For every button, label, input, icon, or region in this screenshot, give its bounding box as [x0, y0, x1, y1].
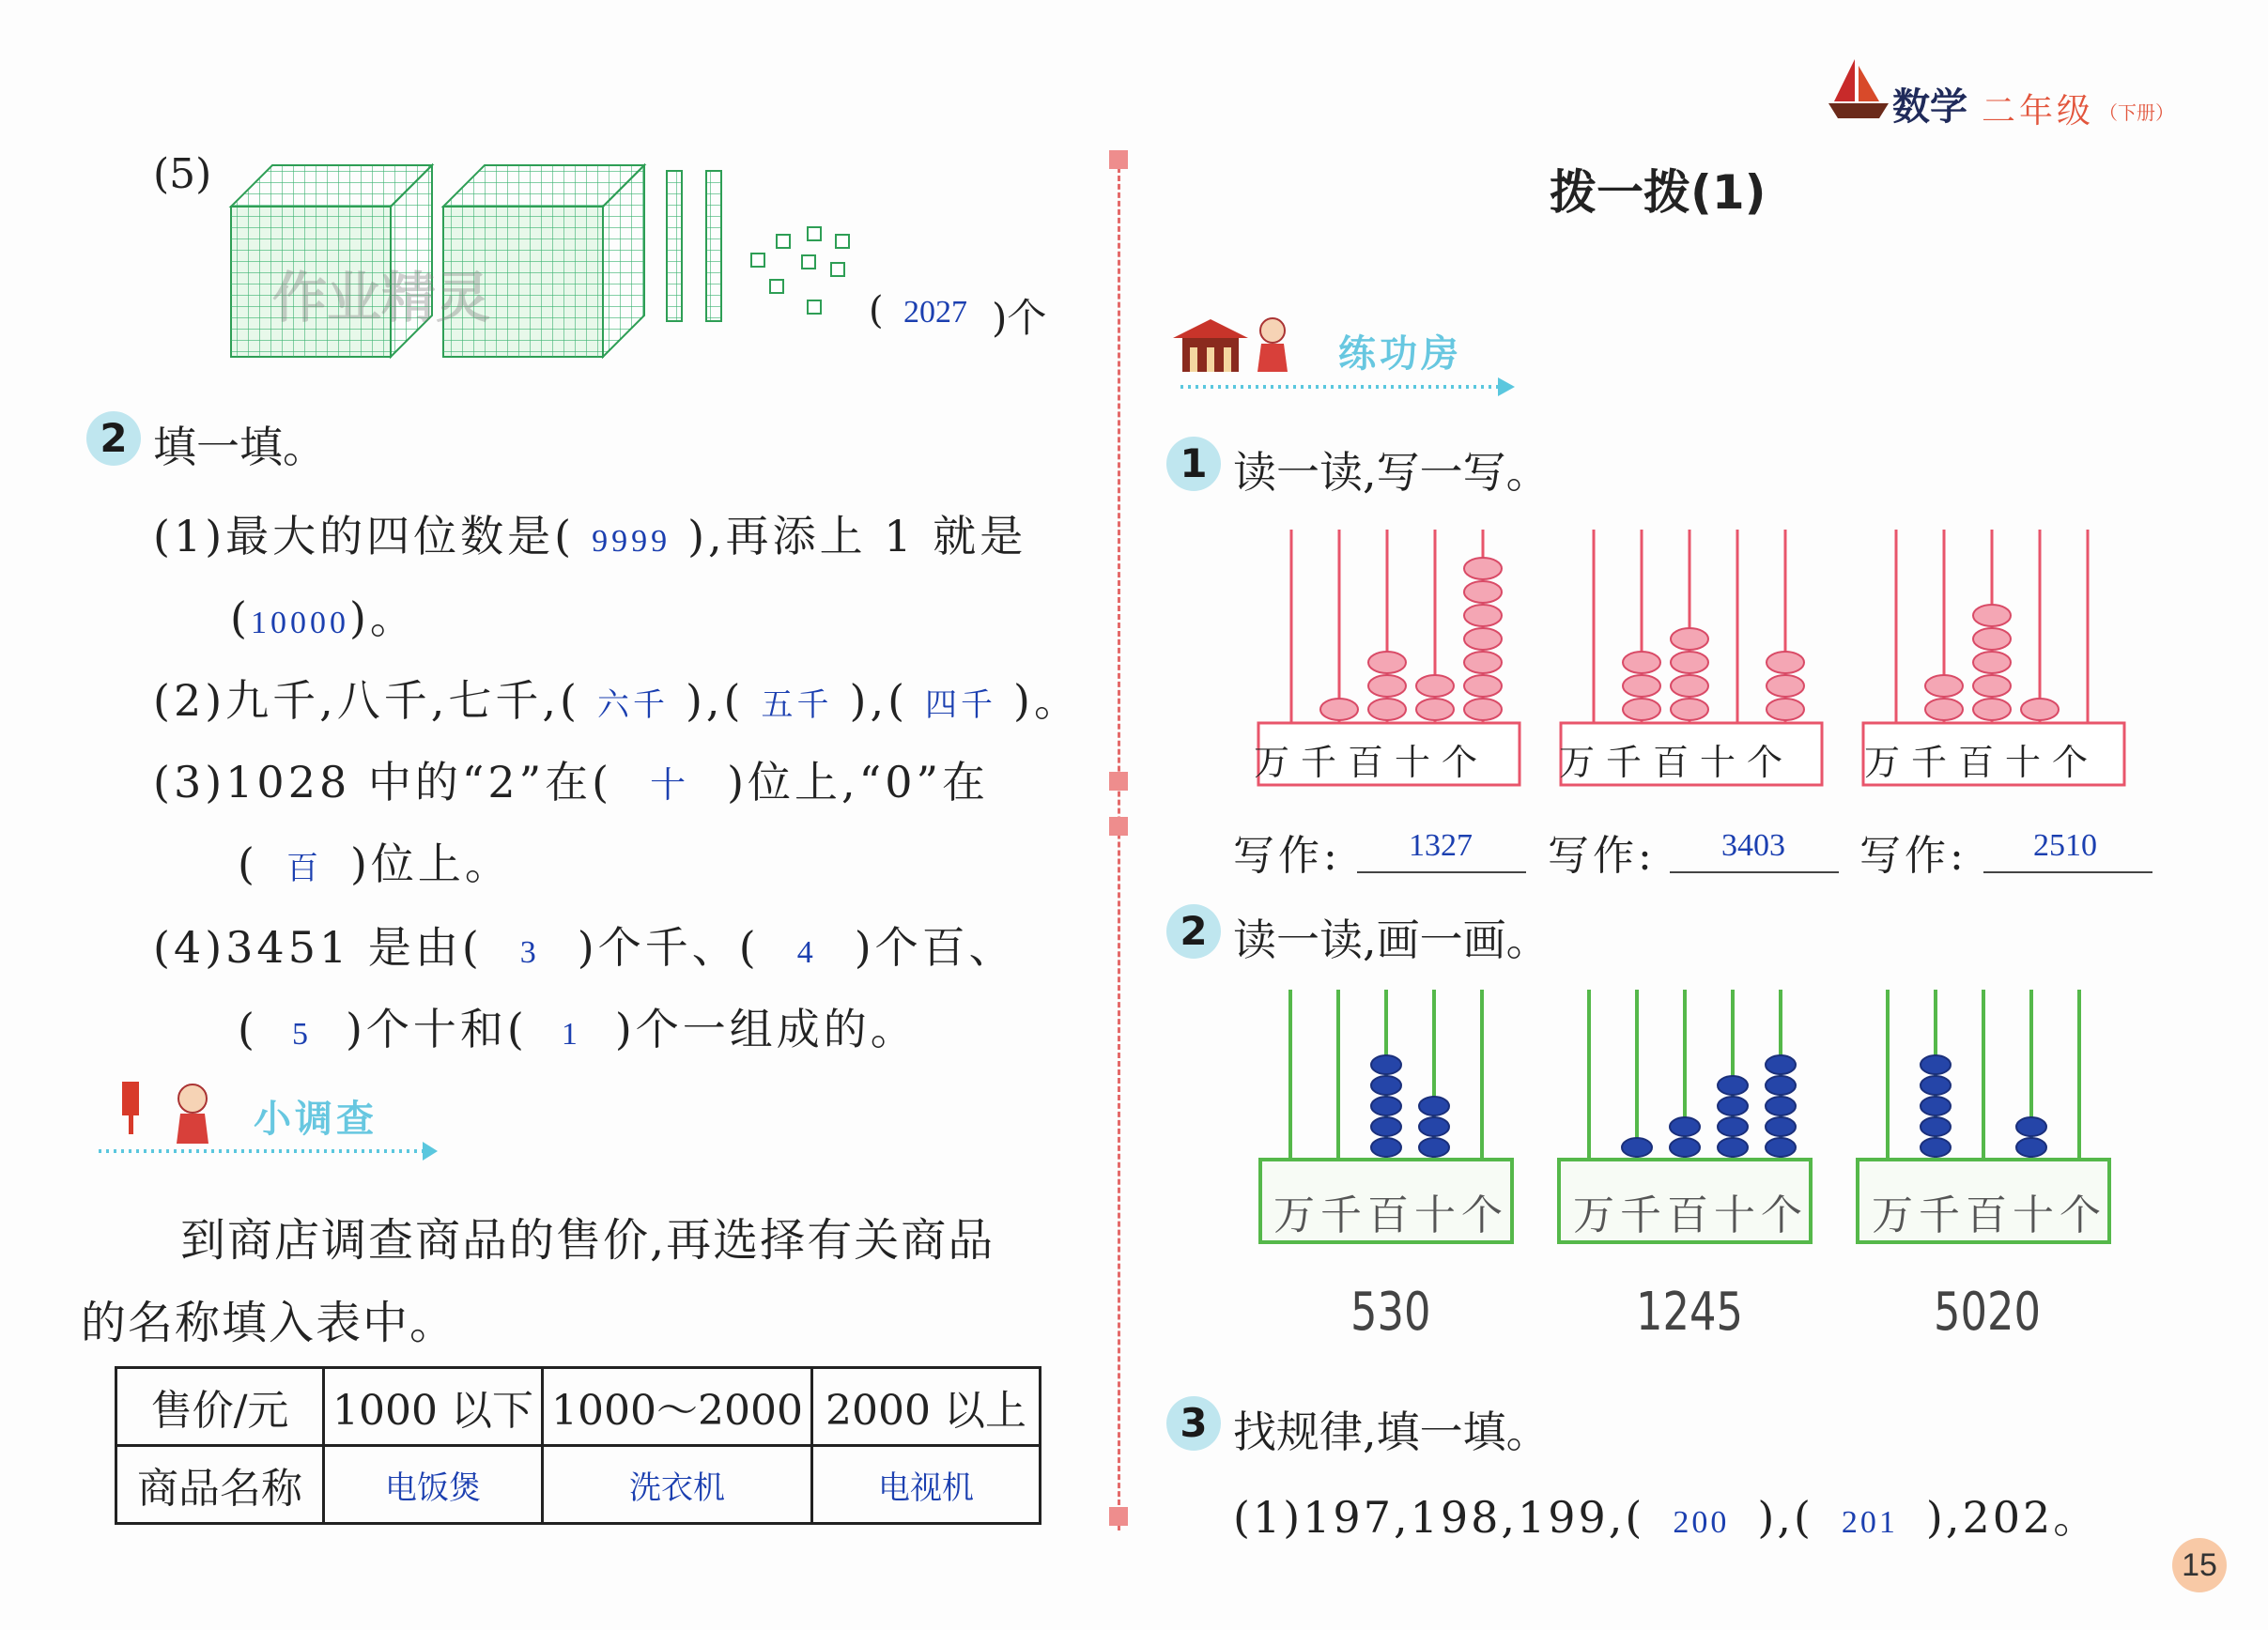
q3-badge: 3	[1166, 1396, 1221, 1451]
write-label-1: 写作:	[1233, 832, 1341, 880]
divider-marker	[1109, 772, 1128, 791]
abacus-bead	[1921, 1117, 1951, 1136]
q5-unit: )个	[992, 295, 1047, 341]
abacus-bead	[1464, 605, 1502, 626]
abacus-bead	[1921, 1076, 1951, 1095]
abacus-bead	[1371, 1076, 1401, 1095]
table-cell: 洗衣机	[543, 1446, 812, 1524]
write-answer-1: 1327	[1409, 828, 1473, 863]
q3-title: 找规律,填一填。	[1233, 1407, 1550, 1457]
answer-9999: 9999	[592, 524, 671, 559]
table-row	[116, 1368, 1041, 1446]
header-grade: 二年级	[1982, 92, 2095, 131]
table-row-label: 商品名称	[116, 1446, 324, 1524]
table-cell: 电视机	[812, 1446, 1041, 1524]
abacus-bead	[1973, 699, 2011, 720]
abacus-bead	[1464, 675, 1502, 697]
abacus-bead	[1973, 628, 2011, 650]
table-header: 1000 以下	[324, 1368, 543, 1446]
abacus-bead	[1921, 1097, 1951, 1115]
abacus-bead	[1623, 699, 1660, 720]
table-header: 售价/元	[116, 1368, 324, 1446]
divider-marker	[1109, 817, 1128, 836]
s2-item2: (2)九千,八千,七千,( 六千 ),( 五千 ),( 四千 )。	[153, 675, 1081, 726]
abacus-number-3: 5020	[1934, 1282, 2042, 1343]
abacus-bead	[1718, 1138, 1748, 1157]
abacus-bead	[1671, 699, 1708, 720]
abacus-bead	[1766, 1138, 1796, 1157]
abacus-bead	[1416, 675, 1454, 697]
abacus-bead	[1921, 1138, 1951, 1157]
header-volume: （下册）	[2099, 101, 2174, 124]
q1-title: 读一读,写一写。	[1233, 447, 1550, 498]
abacus-bead	[1371, 1117, 1401, 1136]
abacus-number-2: 1245	[1636, 1282, 1744, 1343]
abacus-bead	[1973, 675, 2011, 697]
abacus-bead	[1766, 1097, 1796, 1115]
abacus-bead	[1766, 1055, 1796, 1074]
section2-title: 填一填。	[153, 422, 326, 472]
abacus-bead	[1464, 699, 1502, 720]
s2-item3-line2: ( 百 )位上。	[238, 838, 512, 889]
abacus-bead	[1973, 605, 2011, 626]
answer-10000: 10000	[250, 606, 349, 640]
divider-marker	[1109, 150, 1128, 169]
abacus-label-2: 万千百十个	[1559, 742, 1795, 783]
abacus-bead	[1671, 652, 1708, 673]
abacus-bead	[1419, 1138, 1449, 1157]
write-answer-2: 3403	[1721, 828, 1785, 863]
abacus-bead	[1671, 628, 1708, 650]
abacus-bead	[1419, 1117, 1449, 1136]
watermark: 作业精灵	[272, 266, 491, 330]
abacus-bead	[1320, 699, 1358, 720]
survey-title: 小调查	[254, 1098, 378, 1141]
write-answer-3: 2510	[2033, 828, 2097, 863]
abacus-bead	[1371, 1138, 1401, 1157]
table-header: 2000 以上	[812, 1368, 1041, 1446]
abacus-bead	[2016, 1138, 2046, 1157]
abacus-bead	[2021, 699, 2059, 720]
page-divider	[1118, 150, 1120, 1530]
s2-item3-line1: (3)1028 中的“2”在( 十 )位上,“0”在	[153, 757, 989, 807]
q3-line: (1)197,198,199,( 200 ),( 201 ),202。	[1233, 1492, 2100, 1543]
ten-rods	[667, 171, 721, 321]
s2-item4-line1: (4)3451 是由( 3 )个千、( 4 )个百、	[153, 922, 1016, 973]
abacus-label-5: 万千百十个	[1573, 1192, 1808, 1239]
abacus-bead	[1416, 699, 1454, 720]
abacus-bead	[1925, 699, 1963, 720]
header-subject: 数学	[1892, 85, 1967, 129]
abacus-bead	[1371, 1097, 1401, 1115]
abacus-bead	[1464, 628, 1502, 650]
survey-text-line2: 的名称填入表中。	[81, 1297, 457, 1349]
price-table	[115, 1366, 1041, 1525]
section2-badge: 2	[86, 411, 141, 466]
q1-badge: 1	[1166, 437, 1221, 491]
q5-label: (5)	[153, 150, 212, 198]
survey-text-line1: 到商店调查商品的售价,再选择有关商品	[180, 1214, 995, 1267]
page-title: 拨一拨(1)	[1550, 165, 1767, 220]
abacus-label-3: 万千百十个	[1864, 742, 2100, 783]
abacus-bead	[1368, 699, 1406, 720]
abacus-bead	[1622, 1138, 1652, 1157]
s2-item4-line2: ( 5 )个十和( 1 )个一组成的。	[238, 1004, 918, 1054]
abacus-bead	[1671, 675, 1708, 697]
abacus-bead	[1921, 1055, 1951, 1074]
abacus-bead	[1368, 652, 1406, 673]
abacus-bead	[1767, 652, 1804, 673]
abacus-bead	[1419, 1097, 1449, 1115]
q2-title: 读一读,画一画。	[1233, 915, 1550, 965]
abacus-bead	[1371, 1055, 1401, 1074]
s2-item1-line1: (1)最大的四位数是( 9999 ),再添上 1 就是	[153, 511, 1027, 561]
unit-cubes	[751, 227, 849, 314]
s2-item1-line2: (10000)。	[230, 592, 417, 643]
q2-badge: 2	[1166, 904, 1221, 959]
abacus-bead	[1767, 699, 1804, 720]
abacus-bead	[1670, 1138, 1700, 1157]
abacus-bead	[1766, 1076, 1796, 1095]
abacus-label-6: 万千百十个	[1872, 1192, 2106, 1239]
abacus-bead	[1767, 675, 1804, 697]
write-label-3: 写作:	[1859, 832, 1967, 880]
abacus-bead	[1464, 581, 1502, 603]
abacus-bead	[1718, 1076, 1748, 1095]
table-cell: 电饭煲	[324, 1446, 543, 1524]
q5-paren-open: (	[869, 289, 884, 332]
abacus-bead	[1464, 652, 1502, 673]
practice-title: 练功房	[1338, 332, 1462, 376]
abacus-bead	[1623, 675, 1660, 697]
abacus-label-1: 万千百十个	[1254, 742, 1489, 783]
table-header: 1000～2000	[543, 1368, 812, 1446]
page-number: 15	[2172, 1538, 2227, 1592]
abacus-bead	[1766, 1117, 1796, 1136]
write-label-2: 写作:	[1548, 832, 1656, 880]
abacus-label-4: 万千百十个	[1273, 1192, 1508, 1239]
abacus-bead	[1718, 1097, 1748, 1115]
abacus-bead	[1368, 675, 1406, 697]
divider-marker	[1109, 1507, 1128, 1526]
abacus-bead	[1925, 675, 1963, 697]
ship-logo-icon	[1827, 54, 1892, 130]
q5-answer: 2027	[903, 295, 967, 330]
abacus-bead	[2016, 1117, 2046, 1136]
abacus-bead	[1623, 652, 1660, 673]
abacus-bead	[1973, 652, 2011, 673]
table-row	[116, 1446, 1041, 1524]
abacus-bead	[1464, 558, 1502, 579]
abacus-bead	[1670, 1117, 1700, 1136]
abacus-bead	[1718, 1117, 1748, 1136]
abacus-number-1: 530	[1350, 1282, 1431, 1343]
